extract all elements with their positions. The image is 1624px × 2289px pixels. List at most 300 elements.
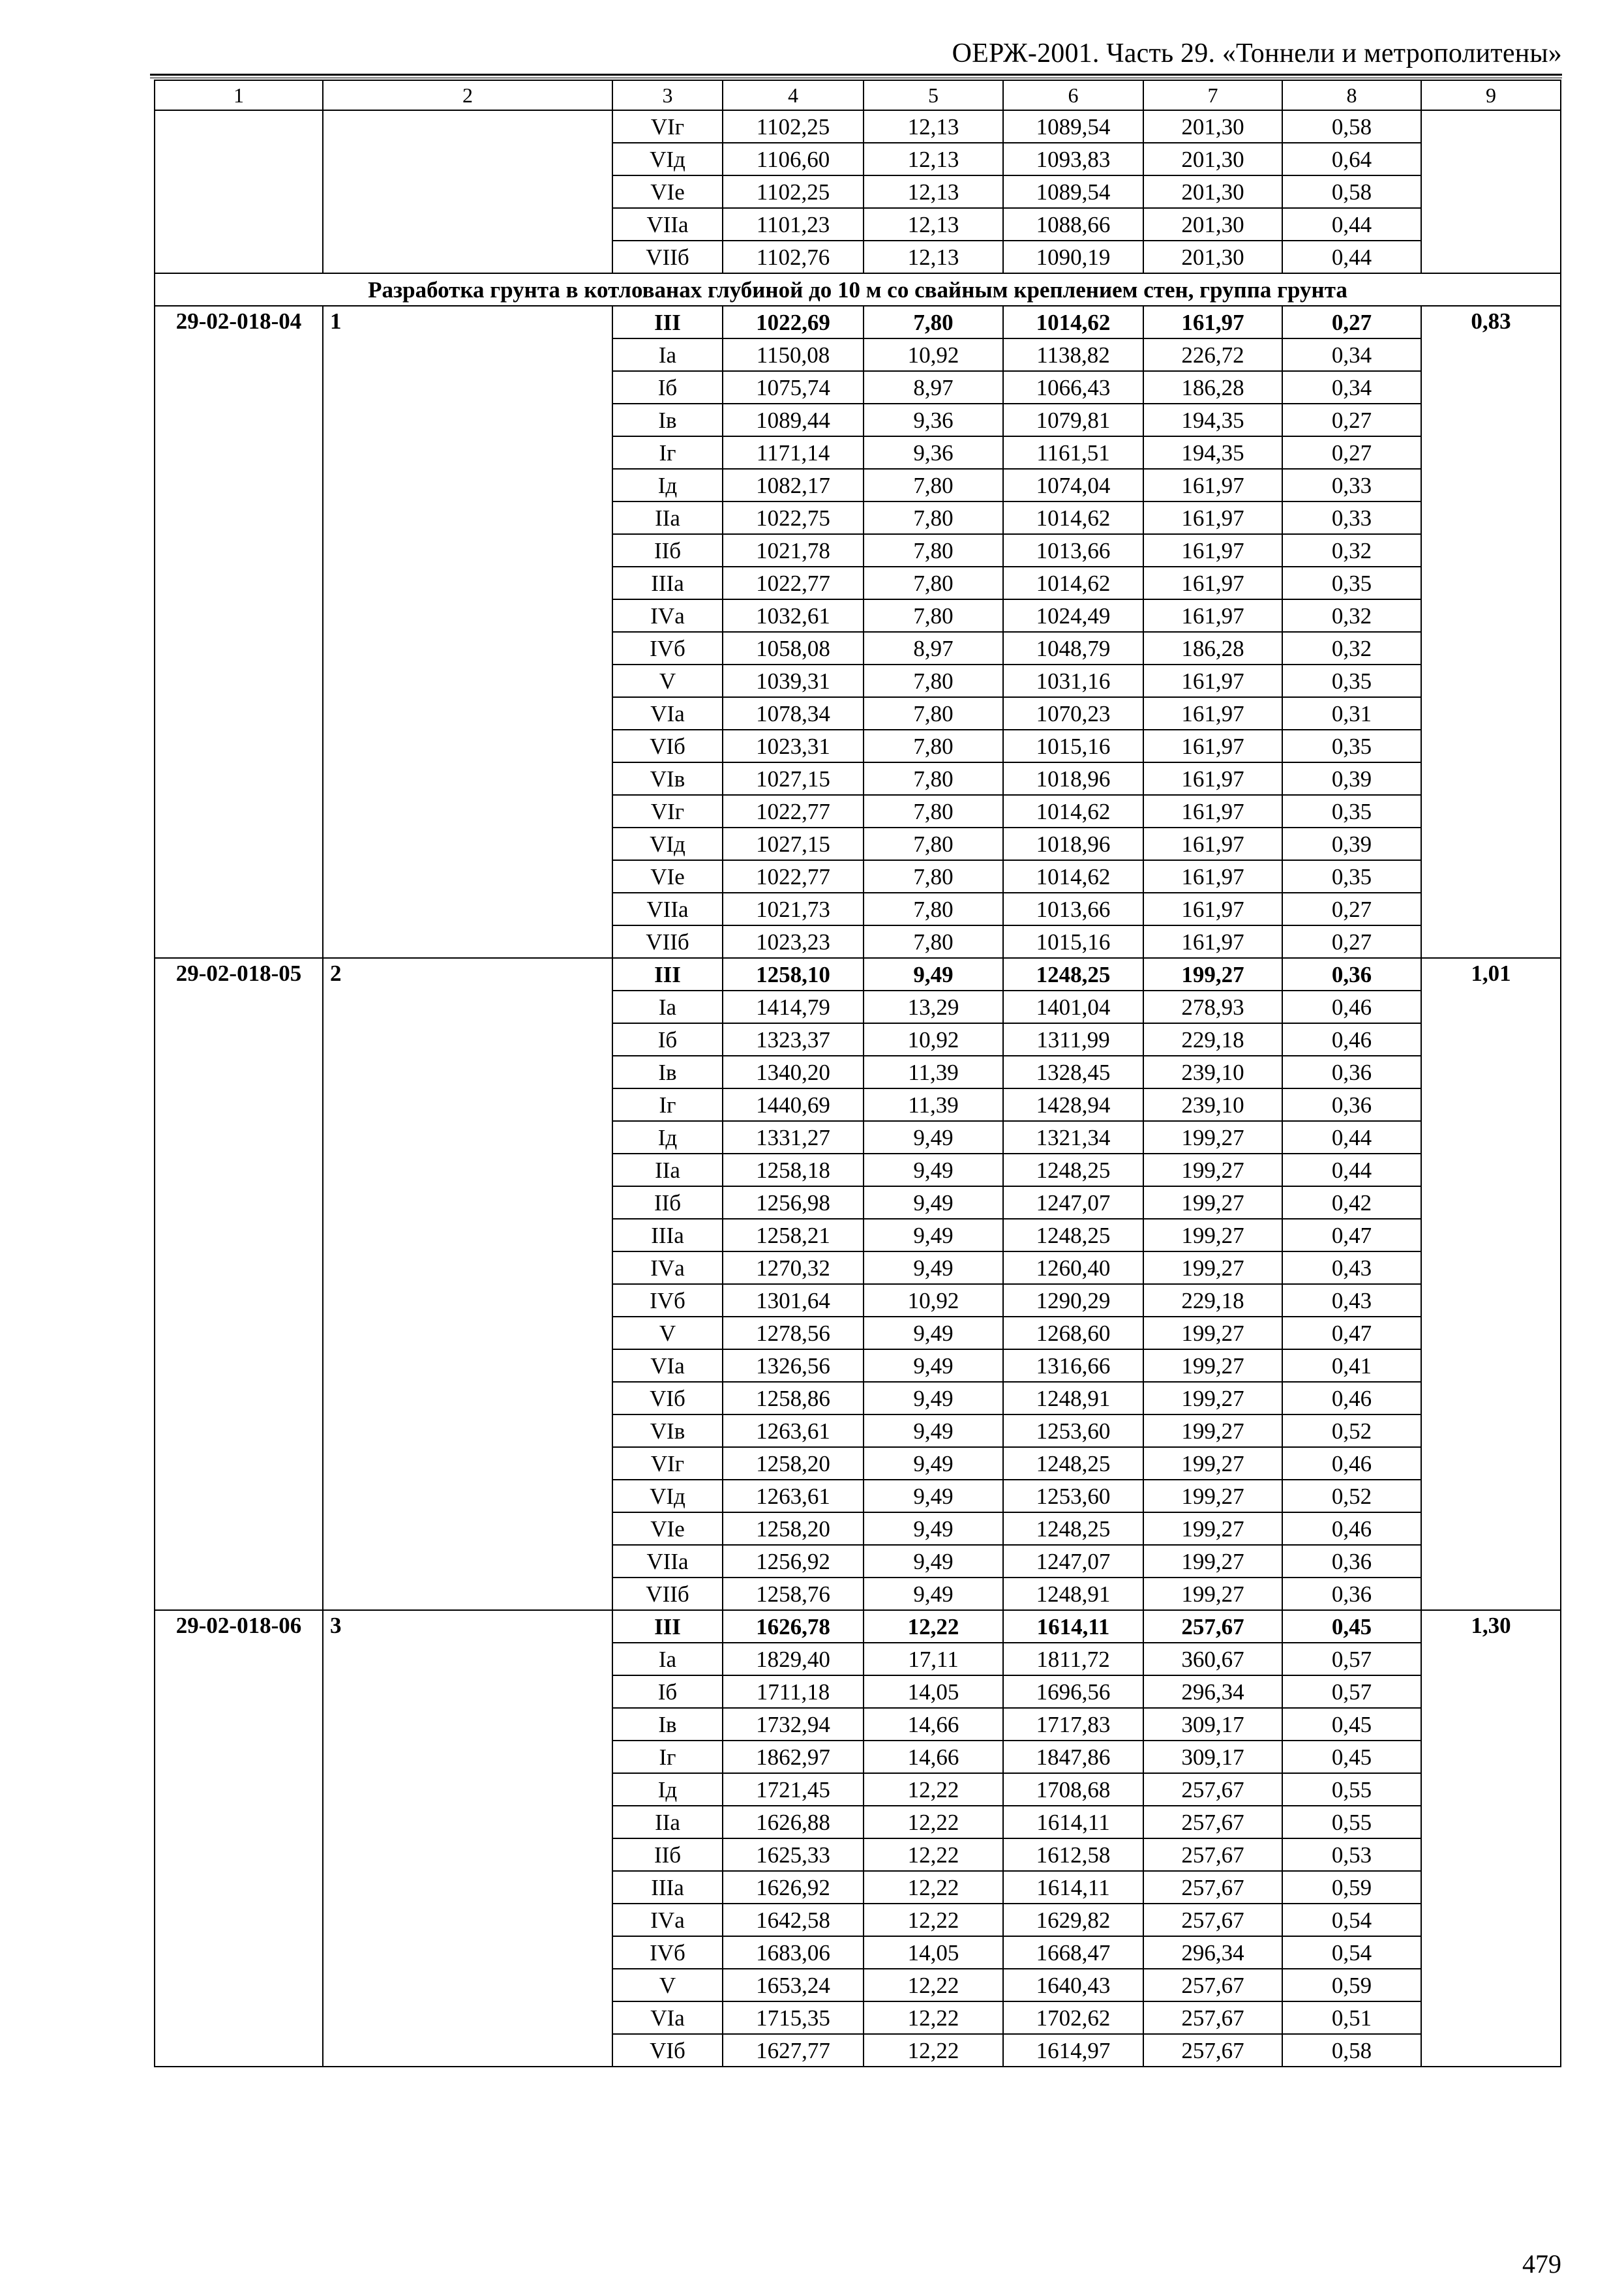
table-cell: 8,97 — [864, 632, 1003, 665]
table-cell: 0,27 — [1282, 306, 1421, 338]
table-cell: 226,72 — [1143, 338, 1282, 371]
page-number: 479 — [1522, 2249, 1561, 2279]
item-coefficient: 1,30 — [1421, 1610, 1561, 2067]
table-cell: 12,22 — [864, 1838, 1003, 1871]
table-cell: 1708,68 — [1003, 1773, 1143, 1806]
table-cell: Iа — [612, 338, 723, 371]
table-cell: 7,80 — [864, 697, 1003, 730]
table-cell: 1027,15 — [723, 828, 864, 860]
table-cell: VIIб — [612, 925, 723, 958]
table-cell: IVб — [612, 632, 723, 665]
table-cell: 1247,07 — [1003, 1186, 1143, 1219]
table-cell: III — [612, 306, 723, 338]
table-cell: V — [612, 1969, 723, 2001]
table-cell: 1248,25 — [1003, 1219, 1143, 1251]
table-cell: 201,30 — [1143, 175, 1282, 208]
table-cell: 1683,06 — [723, 1936, 864, 1969]
table-cell: 199,27 — [1143, 1447, 1282, 1480]
table-cell: 257,67 — [1143, 1610, 1282, 1643]
table-cell: 1626,92 — [723, 1871, 864, 1904]
table-cell: 7,80 — [864, 599, 1003, 632]
table-cell: 1711,18 — [723, 1675, 864, 1708]
table-cell: 1031,16 — [1003, 665, 1143, 697]
table-cell: 257,67 — [1143, 1773, 1282, 1806]
table-cell: 0,57 — [1282, 1643, 1421, 1675]
table-cell: 0,34 — [1282, 338, 1421, 371]
table-cell: IVб — [612, 1936, 723, 1969]
table-cell: 0,45 — [1282, 1708, 1421, 1741]
table-cell: 0,58 — [1282, 110, 1421, 143]
table-cell: 0,58 — [1282, 2034, 1421, 2067]
table-cell: 0,35 — [1282, 567, 1421, 599]
table-cell: 199,27 — [1143, 1578, 1282, 1610]
table-cell: VIг — [612, 110, 723, 143]
table-cell: 309,17 — [1143, 1708, 1282, 1741]
table-cell: 0,44 — [1282, 1121, 1421, 1154]
table-cell: 1075,74 — [723, 371, 864, 404]
table-cell: 0,36 — [1282, 1088, 1421, 1121]
table-cell: 1428,94 — [1003, 1088, 1143, 1121]
table-cell: 1258,10 — [723, 958, 864, 991]
table-cell: 0,32 — [1282, 534, 1421, 567]
table-cell: 9,49 — [864, 1382, 1003, 1414]
table-cell: 7,80 — [864, 306, 1003, 338]
table-cell: 1847,86 — [1003, 1741, 1143, 1773]
table-cell: 12,22 — [864, 1806, 1003, 1838]
table-cell: 9,36 — [864, 404, 1003, 436]
table-cell: 14,05 — [864, 1675, 1003, 1708]
table-cell: 0,52 — [1282, 1414, 1421, 1447]
table-cell: IIб — [612, 534, 723, 567]
table-cell: 1022,75 — [723, 501, 864, 534]
table-cell: 11,39 — [864, 1056, 1003, 1088]
table-cell: 0,36 — [1282, 1545, 1421, 1578]
table-cell: 9,49 — [864, 1512, 1003, 1545]
column-number: 1 — [155, 80, 323, 110]
table-cell: 7,80 — [864, 860, 1003, 893]
table-cell: 161,97 — [1143, 925, 1282, 958]
table-cell: 12,22 — [864, 1610, 1003, 1643]
table-cell: 199,27 — [1143, 1545, 1282, 1578]
table-cell: 186,28 — [1143, 632, 1282, 665]
table-cell: 229,18 — [1143, 1284, 1282, 1317]
table-cell: 161,97 — [1143, 860, 1282, 893]
column-number: 6 — [1003, 80, 1143, 110]
table-cell: 0,46 — [1282, 1447, 1421, 1480]
table-cell: 199,27 — [1143, 1251, 1282, 1284]
table-cell: 1862,97 — [723, 1741, 864, 1773]
column-number: 3 — [612, 80, 723, 110]
table-cell: 1627,77 — [723, 2034, 864, 2067]
table-cell: 7,80 — [864, 893, 1003, 925]
table-cell: 7,80 — [864, 925, 1003, 958]
table-cell: 1614,11 — [1003, 1806, 1143, 1838]
table-cell: 10,92 — [864, 1023, 1003, 1056]
table-cell: 1629,82 — [1003, 1904, 1143, 1936]
table-cell: 1668,47 — [1003, 1936, 1143, 1969]
table-cell: 0,35 — [1282, 860, 1421, 893]
table-cell: 199,27 — [1143, 1219, 1282, 1251]
table-cell: 1829,40 — [723, 1643, 864, 1675]
table-cell: IIIа — [612, 567, 723, 599]
table-cell: 12,13 — [864, 208, 1003, 241]
item-code: 29-02-018-04 — [155, 306, 323, 958]
table-cell: 1614,11 — [1003, 1871, 1143, 1904]
table-cell: VIIа — [612, 1545, 723, 1578]
table-row — [155, 1610, 1561, 1643]
table-cell: 1256,98 — [723, 1186, 864, 1219]
table-cell: 0,27 — [1282, 436, 1421, 469]
table-cell: 1021,78 — [723, 534, 864, 567]
table-cell: 1301,64 — [723, 1284, 864, 1317]
table-cell: 199,27 — [1143, 1317, 1282, 1349]
table-cell: 1102,25 — [723, 110, 864, 143]
table-cell: 12,22 — [864, 1871, 1003, 1904]
column-number-row — [155, 80, 1561, 110]
table-cell: IIб — [612, 1186, 723, 1219]
table-cell: 1089,44 — [723, 404, 864, 436]
table-cell: 199,27 — [1143, 1414, 1282, 1447]
item-code: 29-02-018-06 — [155, 1610, 323, 2067]
table-cell: VIб — [612, 1382, 723, 1414]
table-cell: 1248,25 — [1003, 1447, 1143, 1480]
table-cell: 1263,61 — [723, 1414, 864, 1447]
table-cell: 1102,25 — [723, 175, 864, 208]
table-cell: 1248,25 — [1003, 1154, 1143, 1186]
table-cell: 1248,25 — [1003, 958, 1143, 991]
table-cell: 1253,60 — [1003, 1480, 1143, 1512]
column-number: 7 — [1143, 80, 1282, 110]
table-cell: 161,97 — [1143, 665, 1282, 697]
table-cell: 161,97 — [1143, 501, 1282, 534]
table-cell: 1022,77 — [723, 860, 864, 893]
table-cell: 0,54 — [1282, 1936, 1421, 1969]
table-cell: 14,05 — [864, 1936, 1003, 1969]
table-cell: 9,49 — [864, 1480, 1003, 1512]
table-cell: 161,97 — [1143, 599, 1282, 632]
item-code: 29-02-018-05 — [155, 958, 323, 1610]
table-cell: 0,47 — [1282, 1219, 1421, 1251]
table-cell: VIг — [612, 1447, 723, 1480]
table-cell: IIа — [612, 1154, 723, 1186]
table-cell: 17,11 — [864, 1643, 1003, 1675]
table-cell: 7,80 — [864, 567, 1003, 599]
table-cell: 1696,56 — [1003, 1675, 1143, 1708]
table-cell: 1260,40 — [1003, 1251, 1143, 1284]
table-cell: 1048,79 — [1003, 632, 1143, 665]
table-cell: 199,27 — [1143, 1512, 1282, 1545]
table-cell: VIа — [612, 1349, 723, 1382]
table-cell: Iд — [612, 1121, 723, 1154]
table-cell: 1440,69 — [723, 1088, 864, 1121]
table-cell: IIIа — [612, 1871, 723, 1904]
table-cell: 9,49 — [864, 1414, 1003, 1447]
table-cell: 1013,66 — [1003, 534, 1143, 567]
table-cell: 1311,99 — [1003, 1023, 1143, 1056]
table-cell: 1027,15 — [723, 762, 864, 795]
table-cell: 0,55 — [1282, 1806, 1421, 1838]
table-cell: 1248,91 — [1003, 1578, 1143, 1610]
table-cell: 257,67 — [1143, 1838, 1282, 1871]
table-cell: 0,35 — [1282, 730, 1421, 762]
table-cell: 9,49 — [864, 1154, 1003, 1186]
table-cell: 1625,33 — [723, 1838, 864, 1871]
table-cell: 9,49 — [864, 1349, 1003, 1382]
table-cell: 1102,76 — [723, 241, 864, 273]
item-number: 1 — [323, 306, 612, 958]
table-cell: 1258,21 — [723, 1219, 864, 1251]
table-cell: 1021,73 — [723, 893, 864, 925]
table-cell: 1340,20 — [723, 1056, 864, 1088]
table-cell: IIIа — [612, 1219, 723, 1251]
table-cell: 161,97 — [1143, 534, 1282, 567]
table-cell: VIа — [612, 697, 723, 730]
table-cell: 12,22 — [864, 1904, 1003, 1936]
table-cell: 161,97 — [1143, 306, 1282, 338]
table-cell: 7,80 — [864, 730, 1003, 762]
table-cell: 1022,77 — [723, 567, 864, 599]
table-cell: 0,42 — [1282, 1186, 1421, 1219]
table-cell: V — [612, 1317, 723, 1349]
table-cell: 0,43 — [1282, 1284, 1421, 1317]
table-cell: 1626,88 — [723, 1806, 864, 1838]
table-cell: 257,67 — [1143, 1904, 1282, 1936]
continuation-code-cell — [155, 110, 323, 273]
table-cell: 0,35 — [1282, 665, 1421, 697]
table-cell: 1614,97 — [1003, 2034, 1143, 2067]
table-cell: IVб — [612, 1284, 723, 1317]
table-cell: 0,36 — [1282, 958, 1421, 991]
table-cell: 1253,60 — [1003, 1414, 1143, 1447]
table-cell: 1171,14 — [723, 436, 864, 469]
table-row — [155, 306, 1561, 338]
table-cell: Iв — [612, 1708, 723, 1741]
table-cell: 0,32 — [1282, 599, 1421, 632]
table-cell: VIв — [612, 762, 723, 795]
table-cell: 1018,96 — [1003, 762, 1143, 795]
table-cell: 161,97 — [1143, 730, 1282, 762]
table-cell: 9,49 — [864, 1121, 1003, 1154]
table-cell: 1089,54 — [1003, 110, 1143, 143]
table-cell: Iд — [612, 1773, 723, 1806]
table-row — [155, 958, 1561, 991]
table-cell: 1653,24 — [723, 1969, 864, 2001]
table-cell: 1082,17 — [723, 469, 864, 501]
table-cell: 0,44 — [1282, 1154, 1421, 1186]
table-cell: 0,39 — [1282, 828, 1421, 860]
table-cell: 0,27 — [1282, 404, 1421, 436]
table-cell: 0,46 — [1282, 991, 1421, 1023]
table-cell: 1023,31 — [723, 730, 864, 762]
table-cell: 1014,62 — [1003, 501, 1143, 534]
table-cell: 10,92 — [864, 1284, 1003, 1317]
table-cell: 1278,56 — [723, 1317, 864, 1349]
table-cell: 1642,58 — [723, 1904, 864, 1936]
table-cell: 1014,62 — [1003, 795, 1143, 828]
table-cell: Iб — [612, 371, 723, 404]
table-cell: 360,67 — [1143, 1643, 1282, 1675]
table-cell: 1717,83 — [1003, 1708, 1143, 1741]
table-cell: 1150,08 — [723, 338, 864, 371]
table-cell: VIб — [612, 2034, 723, 2067]
table-cell: 1401,04 — [1003, 991, 1143, 1023]
table-cell: 161,97 — [1143, 762, 1282, 795]
table-cell: IVа — [612, 1904, 723, 1936]
table-cell: 9,49 — [864, 1545, 1003, 1578]
table-cell: 9,36 — [864, 436, 1003, 469]
table-cell: 12,13 — [864, 143, 1003, 175]
table-cell: 1248,91 — [1003, 1382, 1143, 1414]
table-cell: 12,22 — [864, 2034, 1003, 2067]
table-cell: 1079,81 — [1003, 404, 1143, 436]
table-cell: 9,49 — [864, 1186, 1003, 1219]
table-cell: 1032,61 — [723, 599, 864, 632]
table-cell: VIIб — [612, 1578, 723, 1610]
table-cell: 1088,66 — [1003, 208, 1143, 241]
header-rule — [150, 74, 1562, 76]
table-cell: 1640,43 — [1003, 1969, 1143, 2001]
column-number: 5 — [864, 80, 1003, 110]
table-cell: Iа — [612, 991, 723, 1023]
item-coefficient: 0,83 — [1421, 306, 1561, 958]
table-cell: 161,97 — [1143, 469, 1282, 501]
table-cell: 257,67 — [1143, 1871, 1282, 1904]
table-cell: 0,53 — [1282, 1838, 1421, 1871]
table-cell: 239,10 — [1143, 1056, 1282, 1088]
table-cell: 201,30 — [1143, 110, 1282, 143]
table-cell: IVа — [612, 599, 723, 632]
table-cell: 186,28 — [1143, 371, 1282, 404]
section-row — [155, 273, 1561, 306]
table-cell: 1070,23 — [1003, 697, 1143, 730]
column-number: 2 — [323, 80, 612, 110]
table-cell: 12,13 — [864, 110, 1003, 143]
table-cell: 0,52 — [1282, 1480, 1421, 1512]
column-number: 8 — [1282, 80, 1421, 110]
table-cell: 7,80 — [864, 762, 1003, 795]
continuation-num-cell — [323, 110, 612, 273]
column-number: 9 — [1421, 80, 1561, 110]
table-cell: 1058,08 — [723, 632, 864, 665]
table-cell: 199,27 — [1143, 1121, 1282, 1154]
table-cell: 12,22 — [864, 2001, 1003, 2034]
table-cell: 14,66 — [864, 1708, 1003, 1741]
table-cell: 7,80 — [864, 534, 1003, 567]
table-cell: 257,67 — [1143, 2001, 1282, 2034]
table-cell: VIIа — [612, 893, 723, 925]
table-cell: 0,57 — [1282, 1675, 1421, 1708]
table-cell: 12,13 — [864, 241, 1003, 273]
table-cell: Iб — [612, 1023, 723, 1056]
table-cell: 239,10 — [1143, 1088, 1282, 1121]
table-cell: Iб — [612, 1675, 723, 1708]
table-cell: 199,27 — [1143, 1382, 1282, 1414]
table-cell: 199,27 — [1143, 1480, 1282, 1512]
table-cell: VIа — [612, 2001, 723, 2034]
item-number: 2 — [323, 958, 612, 1610]
table-cell: V — [612, 665, 723, 697]
table-cell: 229,18 — [1143, 1023, 1282, 1056]
table-cell: 1161,51 — [1003, 436, 1143, 469]
table-cell: 0,44 — [1282, 241, 1421, 273]
table-cell: 1090,19 — [1003, 241, 1143, 273]
table-cell: 1721,45 — [723, 1773, 864, 1806]
table-cell: 0,47 — [1282, 1317, 1421, 1349]
table-cell: 12,22 — [864, 1969, 1003, 2001]
table-cell: 1316,66 — [1003, 1349, 1143, 1382]
table-cell: IIб — [612, 1838, 723, 1871]
table-cell: 1014,62 — [1003, 567, 1143, 599]
table-cell: 0,36 — [1282, 1056, 1421, 1088]
table-cell: 1326,56 — [723, 1349, 864, 1382]
table-cell: 12,22 — [864, 1773, 1003, 1806]
table-cell: 0,43 — [1282, 1251, 1421, 1284]
table-cell: 1258,76 — [723, 1578, 864, 1610]
table-cell: 0,45 — [1282, 1741, 1421, 1773]
table-cell: 0,46 — [1282, 1512, 1421, 1545]
table-cell: 1015,16 — [1003, 925, 1143, 958]
table-cell: 1331,27 — [723, 1121, 864, 1154]
table-cell: 1138,82 — [1003, 338, 1143, 371]
table-cell: 257,67 — [1143, 1969, 1282, 2001]
table-cell: 9,49 — [864, 1317, 1003, 1349]
table-cell: 0,64 — [1282, 143, 1421, 175]
table-cell: 201,30 — [1143, 208, 1282, 241]
table-cell: 7,80 — [864, 501, 1003, 534]
table-cell: Iв — [612, 404, 723, 436]
table-cell: 161,97 — [1143, 795, 1282, 828]
table-cell: 0,46 — [1282, 1023, 1421, 1056]
table-cell: 257,67 — [1143, 2034, 1282, 2067]
table-cell: 1024,49 — [1003, 599, 1143, 632]
table-cell: 1268,60 — [1003, 1317, 1143, 1349]
table-cell: 1014,62 — [1003, 306, 1143, 338]
table-cell: VIг — [612, 795, 723, 828]
table-body — [155, 80, 1561, 2067]
table-cell: 309,17 — [1143, 1741, 1282, 1773]
table-cell: Iг — [612, 1088, 723, 1121]
table-cell: 1022,69 — [723, 306, 864, 338]
table-cell: 1263,61 — [723, 1480, 864, 1512]
table-cell: 0,45 — [1282, 1610, 1421, 1643]
table-cell: 8,97 — [864, 371, 1003, 404]
table-cell: 10,92 — [864, 338, 1003, 371]
table-cell: 161,97 — [1143, 567, 1282, 599]
table-cell: VIIа — [612, 208, 723, 241]
table-cell: 0,55 — [1282, 1773, 1421, 1806]
table-cell: 1614,11 — [1003, 1610, 1143, 1643]
table-cell: 278,93 — [1143, 991, 1282, 1023]
continuation-coef-cell — [1421, 110, 1561, 273]
table-cell: 0,41 — [1282, 1349, 1421, 1382]
column-number: 4 — [723, 80, 864, 110]
table-cell: 161,97 — [1143, 893, 1282, 925]
table-cell: VIд — [612, 143, 723, 175]
table-cell: 296,34 — [1143, 1675, 1282, 1708]
table-cell: 0,34 — [1282, 371, 1421, 404]
table-cell: 161,97 — [1143, 828, 1282, 860]
table-cell: 0,36 — [1282, 1578, 1421, 1610]
table-cell: Iд — [612, 469, 723, 501]
table-cell: 1270,32 — [723, 1251, 864, 1284]
table-cell: 9,49 — [864, 1447, 1003, 1480]
table-cell: 1078,34 — [723, 697, 864, 730]
table-cell: 1626,78 — [723, 1610, 864, 1643]
table-cell: VIд — [612, 828, 723, 860]
table-cell: IIа — [612, 1806, 723, 1838]
table-cell: 9,49 — [864, 1578, 1003, 1610]
table-cell: 1323,37 — [723, 1023, 864, 1056]
